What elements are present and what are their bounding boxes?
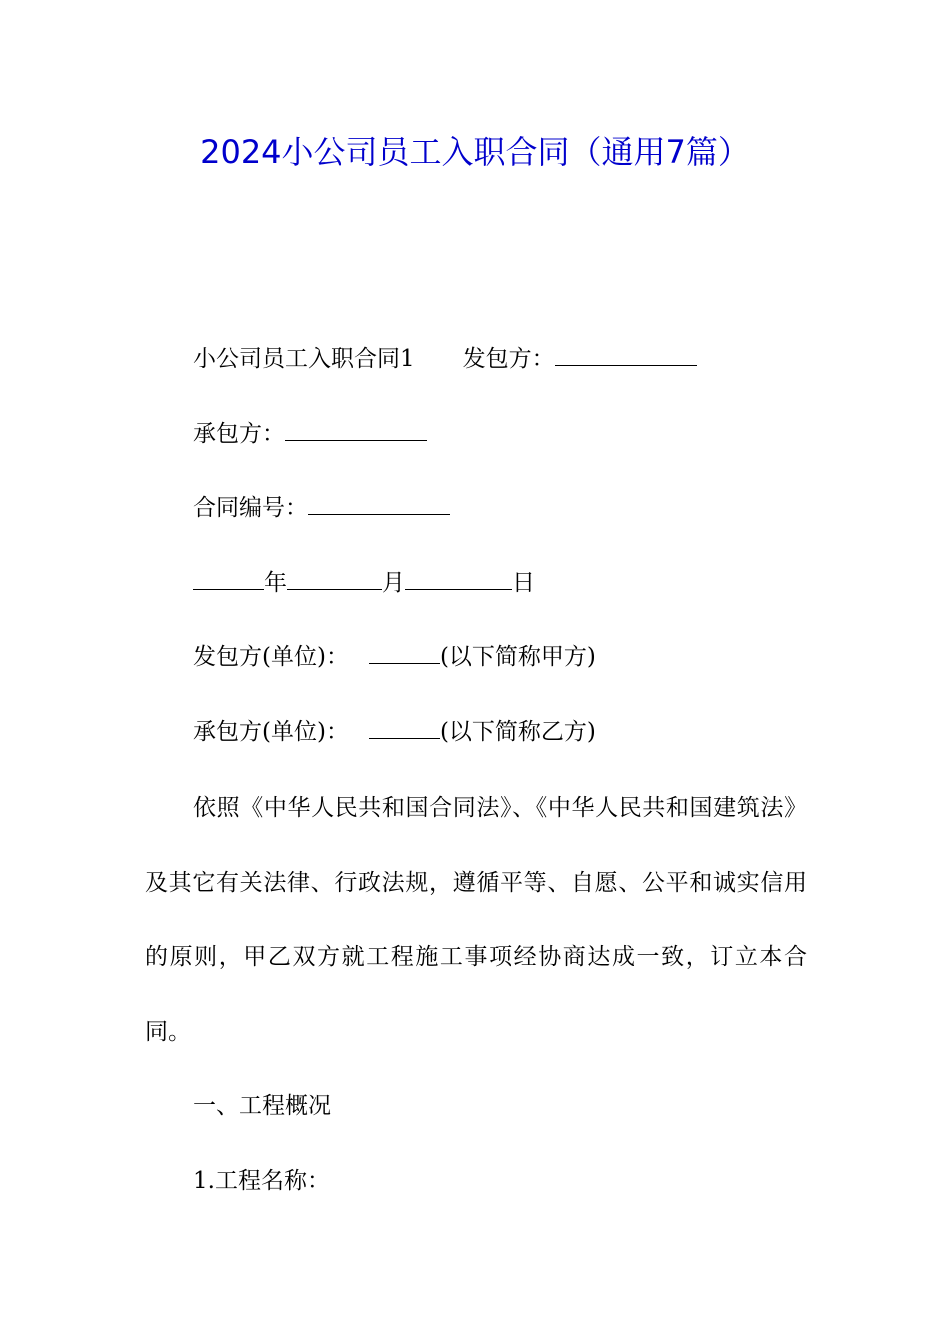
year-label: 年 bbox=[264, 570, 287, 596]
contractor-blank bbox=[285, 420, 427, 441]
date-line bbox=[193, 567, 535, 599]
month-label: 月 bbox=[382, 570, 405, 596]
party-a-unit-line bbox=[193, 641, 596, 673]
intro-paragraph: 依照《中华人民共和国合同法》、《中华人民共和国建筑法》及其它有关法律、行政法规，遵循平等、自愿、公平和诚实信用的原则，甲乙双方就工程施工事项经协商达成一致，订立本合同。 bbox=[145, 795, 807, 1045]
section-title: 小公司员工入职合同1 bbox=[193, 346, 415, 372]
party-a-unit-label: 发包方(单位)： bbox=[193, 644, 349, 670]
party-b-unit-line bbox=[193, 716, 596, 748]
day-blank bbox=[405, 569, 512, 590]
contractor-line bbox=[193, 418, 427, 450]
party-b-unit-label: 承包方(单位)： bbox=[193, 719, 349, 745]
month-blank bbox=[287, 569, 382, 590]
day-label: 日 bbox=[512, 570, 535, 596]
document-title: 2024小公司员工入职合同（通用7篇） bbox=[200, 133, 750, 171]
heading-line bbox=[193, 343, 697, 375]
party-a-unit-blank bbox=[369, 643, 440, 664]
party-b-unit-note: (以下简称乙方) bbox=[439, 719, 596, 745]
contract-number-label: 合同编号： bbox=[193, 495, 308, 521]
contractor-label: 承包方： bbox=[193, 421, 285, 447]
item-1-label: 1.工程名称： bbox=[193, 1168, 330, 1194]
party-b-unit-blank bbox=[369, 718, 440, 739]
party-a-label: 发包方： bbox=[462, 346, 555, 372]
section-1-heading: 一、工程概况 bbox=[193, 1093, 331, 1119]
year-blank bbox=[193, 569, 264, 590]
contract-number-line bbox=[193, 492, 450, 524]
party-a-blank bbox=[555, 345, 697, 366]
party-a-unit-note: (以下简称甲方) bbox=[439, 644, 596, 670]
contract-number-blank bbox=[308, 494, 450, 515]
